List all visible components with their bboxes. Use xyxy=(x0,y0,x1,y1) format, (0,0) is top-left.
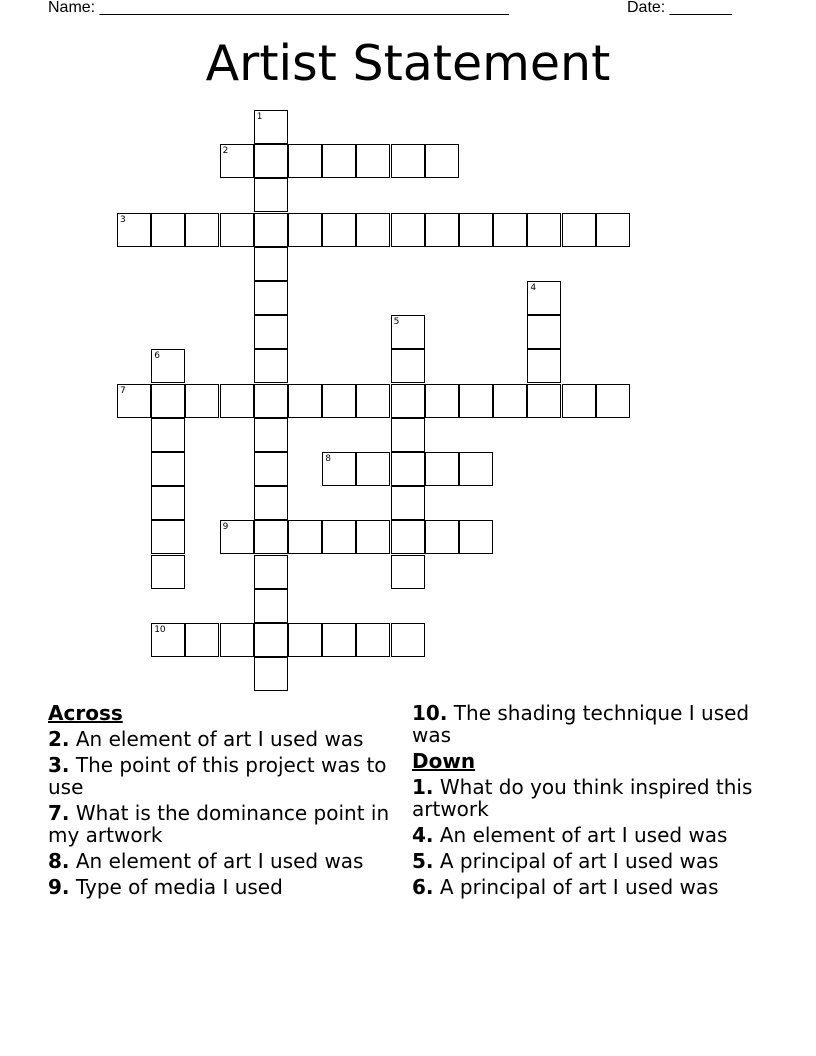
grid-cell[interactable] xyxy=(391,520,425,554)
page-title: Artist Statement xyxy=(205,35,611,92)
clue-number: 8. xyxy=(48,849,70,873)
clue-number: 5. xyxy=(412,849,434,873)
grid-cell[interactable] xyxy=(562,213,596,247)
clue-number: 9. xyxy=(48,875,70,899)
name-field[interactable]: Name: ______________________________________________ xyxy=(48,0,509,16)
clue-across-10 xyxy=(412,702,757,746)
grid-cell[interactable] xyxy=(425,520,459,554)
clue-across-7 xyxy=(48,802,393,846)
grid-cell[interactable] xyxy=(254,349,288,383)
clues-column-left xyxy=(48,702,393,902)
grid-cell[interactable] xyxy=(151,555,185,589)
clue-number: 6. xyxy=(412,875,434,899)
cell-number: 8 xyxy=(325,454,331,464)
grid-cell[interactable] xyxy=(151,520,185,554)
clue-text: An element of art I used was xyxy=(75,849,364,873)
grid-cell[interactable] xyxy=(254,315,288,349)
clue-number: 1. xyxy=(412,775,434,799)
grid-cell[interactable] xyxy=(425,213,459,247)
clue-down-6 xyxy=(412,876,757,898)
grid-cell[interactable] xyxy=(391,623,425,657)
grid-cell[interactable] xyxy=(220,520,254,554)
grid-cell[interactable] xyxy=(254,520,288,554)
cell-number: 1 xyxy=(256,112,263,122)
grid-cell[interactable] xyxy=(117,213,151,247)
grid-cell[interactable] xyxy=(254,452,288,486)
grid-cell[interactable] xyxy=(151,623,185,657)
grid-cell[interactable] xyxy=(151,418,185,452)
clue-number: 4. xyxy=(412,823,434,847)
grid-cell[interactable] xyxy=(288,213,322,247)
grid-cell[interactable] xyxy=(151,349,185,383)
grid-cell[interactable] xyxy=(527,213,561,247)
grid-cell[interactable] xyxy=(562,384,596,418)
across-heading: Across xyxy=(48,701,123,725)
grid-cell[interactable] xyxy=(254,657,288,691)
grid-cell[interactable] xyxy=(493,213,527,247)
grid-cell[interactable] xyxy=(254,623,288,657)
cell-number: 7 xyxy=(120,385,126,396)
grid-cell[interactable] xyxy=(596,384,630,418)
clue-across-8 xyxy=(48,850,393,872)
grid-cell[interactable] xyxy=(527,349,561,383)
grid-cell[interactable] xyxy=(254,384,288,418)
cell-number: 6 xyxy=(154,351,160,362)
clue-number: 3. xyxy=(48,753,70,777)
clue-text: An element of art I used was xyxy=(75,727,364,751)
grid-cell[interactable] xyxy=(527,315,561,349)
grid-cell[interactable] xyxy=(322,144,356,178)
grid-cell[interactable] xyxy=(185,213,219,247)
grid-cell[interactable] xyxy=(596,213,630,247)
cell-number: 2 xyxy=(222,146,229,157)
grid-cell[interactable] xyxy=(288,384,322,418)
grid-cell[interactable] xyxy=(356,384,390,418)
clue-down-1 xyxy=(412,776,757,820)
cell-number: 5 xyxy=(393,317,400,328)
grid-cell[interactable] xyxy=(391,349,425,383)
grid-cell[interactable] xyxy=(391,555,425,589)
grid-cell[interactable] xyxy=(425,452,459,486)
clue-number: 2. xyxy=(48,727,70,751)
clue-text: The point of this project was to use xyxy=(48,753,387,799)
clue-down-5 xyxy=(412,850,757,872)
grid-cell[interactable] xyxy=(288,623,322,657)
grid-cell[interactable] xyxy=(322,623,356,657)
clue-number: 10. xyxy=(412,701,448,725)
grid-cell[interactable] xyxy=(322,520,356,554)
grid-cell[interactable] xyxy=(254,486,288,520)
grid-cell[interactable] xyxy=(391,144,425,178)
grid-cell[interactable] xyxy=(459,452,493,486)
grid-cell[interactable] xyxy=(391,315,425,349)
grid-cell[interactable] xyxy=(493,384,527,418)
grid-cell[interactable] xyxy=(322,384,356,418)
grid-cell[interactable] xyxy=(254,178,288,212)
clue-text: An element of art I used was xyxy=(439,823,728,847)
grid-cell[interactable] xyxy=(254,281,288,315)
grid-cell[interactable] xyxy=(254,144,288,178)
grid-cell[interactable] xyxy=(356,213,390,247)
grid-cell[interactable] xyxy=(151,486,185,520)
grid-cell[interactable] xyxy=(391,452,425,486)
grid-cell[interactable] xyxy=(220,384,254,418)
clue-number: 7. xyxy=(48,801,70,825)
grid-cell[interactable] xyxy=(322,452,356,486)
grid-cell[interactable] xyxy=(459,384,493,418)
grid-cell[interactable] xyxy=(185,384,219,418)
down-heading: Down xyxy=(412,749,476,773)
grid-cell[interactable] xyxy=(391,418,425,452)
date-field[interactable]: Date: _______ xyxy=(627,0,732,16)
grid-cell[interactable] xyxy=(254,555,288,589)
grid-cell[interactable] xyxy=(288,520,322,554)
grid-cell[interactable] xyxy=(425,144,459,178)
clue-across-2 xyxy=(48,728,393,750)
grid-cell[interactable] xyxy=(151,384,185,418)
cell-number: 4 xyxy=(530,283,537,293)
grid-cell[interactable] xyxy=(288,144,322,178)
grid-cell[interactable] xyxy=(254,418,288,452)
grid-cell[interactable] xyxy=(356,623,390,657)
grid-cell[interactable] xyxy=(459,520,493,554)
grid-cell[interactable] xyxy=(356,520,390,554)
grid-cell[interactable] xyxy=(391,213,425,247)
grid-cell[interactable] xyxy=(527,281,561,315)
clue-text: Type of media I used xyxy=(75,875,283,899)
clue-across-3 xyxy=(48,754,393,798)
clue-across-9 xyxy=(48,876,393,898)
clue-text: What is the dominance point in my artwork xyxy=(48,801,390,847)
grid-cell[interactable] xyxy=(151,213,185,247)
clue-text: The shading technique I used was xyxy=(412,701,750,747)
grid-cell[interactable] xyxy=(254,247,288,281)
grid-cell[interactable] xyxy=(254,213,288,247)
grid-cell[interactable] xyxy=(220,623,254,657)
grid-cell[interactable] xyxy=(425,384,459,418)
grid-cell[interactable] xyxy=(220,213,254,247)
grid-cell[interactable] xyxy=(117,384,151,418)
grid-cell[interactable] xyxy=(151,452,185,486)
grid-cell[interactable] xyxy=(254,589,288,623)
clue-text: A principal of art I used was xyxy=(439,875,719,899)
clue-text: What do you think inspired this artwork xyxy=(412,775,753,821)
grid-cell[interactable] xyxy=(459,213,493,247)
grid-cell[interactable] xyxy=(254,110,288,144)
grid-cell[interactable] xyxy=(391,384,425,418)
cell-number: 3 xyxy=(120,214,126,225)
grid-cell[interactable] xyxy=(220,144,254,178)
grid-cell[interactable] xyxy=(391,486,425,520)
grid-cell[interactable] xyxy=(527,384,561,418)
clue-down-4 xyxy=(412,824,757,846)
grid-cell[interactable] xyxy=(356,452,390,486)
cell-number: 10 xyxy=(154,625,166,635)
grid-cell[interactable] xyxy=(322,213,356,247)
clue-text: A principal of art I used was xyxy=(439,849,719,873)
clues-column-right xyxy=(412,702,757,902)
cell-number: 9 xyxy=(222,522,229,533)
grid-cell[interactable] xyxy=(356,144,390,178)
grid-cell[interactable] xyxy=(185,623,219,657)
